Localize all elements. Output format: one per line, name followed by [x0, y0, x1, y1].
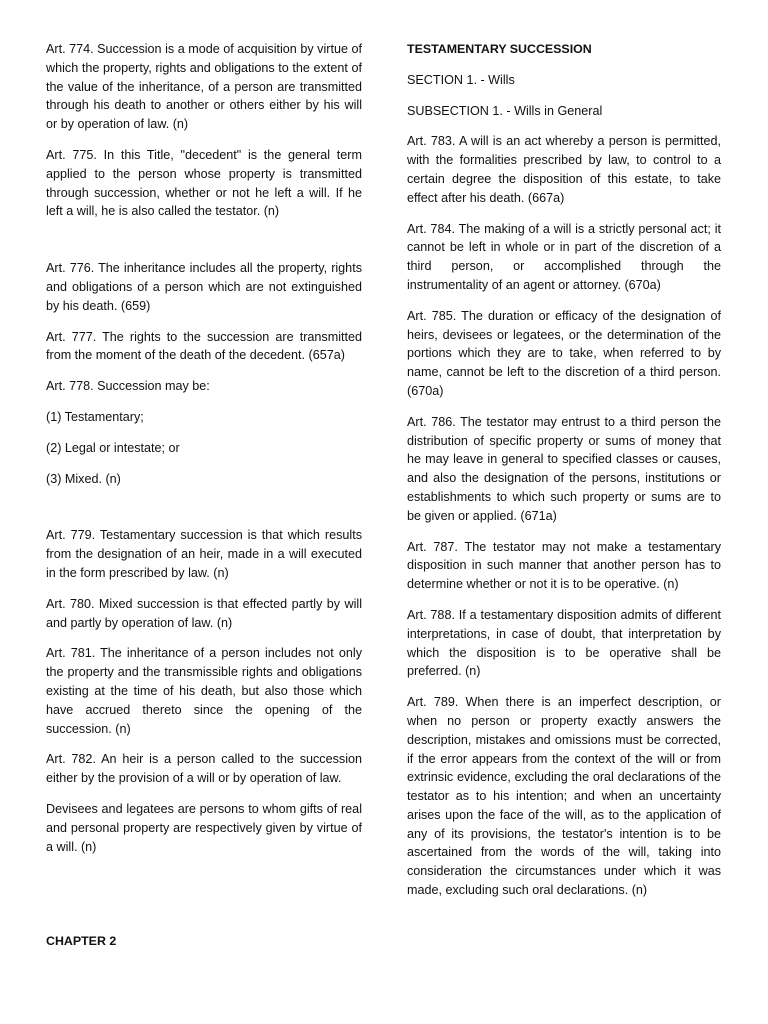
spacer: [46, 233, 362, 259]
section-title: TESTAMENTARY SUCCESSION: [407, 42, 592, 56]
article-786: Art. 786. The testator may entrust to a third person the distribution of specific property or sums of money that he may leave in general to specified classes or causes, and also the designation of the persons, institutions or establishments to which such property or sums are to be given or applied. (671a): [407, 414, 721, 523]
left-column: [46, 40, 362, 868]
article-779: Art. 779. Testamentary succession is that which results from the designation of an heir, made in a will executed in the form prescribed by law. (n): [46, 528, 362, 580]
article-777: Art. 777. The rights to the succession are transmitted from the moment of the death of the decedent. (657a): [46, 329, 362, 363]
article-781: Art. 781. The inheritance of a person includes not only the property and the transmissible rights and obligations existing at the time of his death, but also those which have accrued thereto since the opening of the succession. (n): [46, 646, 362, 736]
article-782: Art. 782. An heir is a person called to the succession either by the provision of a will or by operation of law.: [46, 752, 362, 786]
chapter-heading: CHAPTER 2: [46, 934, 117, 948]
article-778-item-2: (2) Legal or intestate; or: [46, 440, 180, 455]
article-776: Art. 776. The inheritance includes all the property, rights and obligations of a person which are not extinguished by his death. (659): [46, 261, 362, 313]
article-788: Art. 788. If a testamentary disposition admits of different interpretations, in case of doubt, that interpretation by which the disposition is to be operative shall be preferred. (n): [407, 607, 721, 679]
section-heading: SECTION 1. - Wills: [407, 72, 515, 87]
spacer: [46, 500, 362, 526]
article-789: Art. 789. When there is an imperfect description, or when no person or property exactly answers the description, mistakes and omissions must be corrected, if the error appears from the context of the will or from extrinsic evidence, excluding the oral declarations of the testator as to his intention; and when an uncertainty arises upon the face of the will, as to the application of any of its provisions, the testator's intention is to be ascertained from the words of the will, taking into consideration the circumstances under which it was made, excluding such oral declarations. (n): [407, 695, 721, 898]
article-775: Art. 775. In this Title, "decedent" is the general term applied to the person whose property is transmitted through succession, whether or not he left a will. If he left a will, he is also called the testator. (n): [46, 147, 362, 219]
article-774: Art. 774. Succession is a mode of acquisition by virtue of which the property, rights and obligations to the extent of the value of the inheritance, of a person are transmitted through his death to another or others either by his will or by operation of law. (n): [46, 42, 362, 132]
article-778-item-3: (3) Mixed. (n): [46, 471, 121, 486]
article-783: Art. 783. A will is an act whereby a person is permitted, with the formalities prescribed by law, to control to a certain degree the disposition of this estate, to take effect after his death. (667a): [407, 134, 721, 205]
article-784: Art. 784. The making of a will is a strictly personal act; it cannot be left in whole or in part of the discretion of a third person, or accomplished through the instrumentality of an agent or attorney. (670a): [407, 221, 721, 292]
article-780: Art. 780. Mixed succession is that effected partly by will and partly by operation of law. (n): [46, 596, 362, 630]
article-778-item-1: (1) Testamentary;: [46, 409, 144, 424]
right-column: [407, 40, 721, 912]
article-787: Art. 787. The testator may not make a testamentary disposition in such manner that another person has to determine whether or not it is to be operative. (n): [407, 539, 721, 592]
article-785: Art. 785. The duration or efficacy of the designation of heirs, devisees or legatees, or the determination of the portions which they are to take, when referred to by name, cannot be left to the discretion of a third person. (670a): [407, 308, 721, 398]
subsection-heading: SUBSECTION 1. - Wills in General: [407, 103, 603, 118]
article-778: Art. 778. Succession may be:: [46, 379, 210, 394]
article-782-continued: Devisees and legatees are persons to whom gifts of real and personal property are respectively given by virtue of a will. (n): [46, 801, 362, 854]
